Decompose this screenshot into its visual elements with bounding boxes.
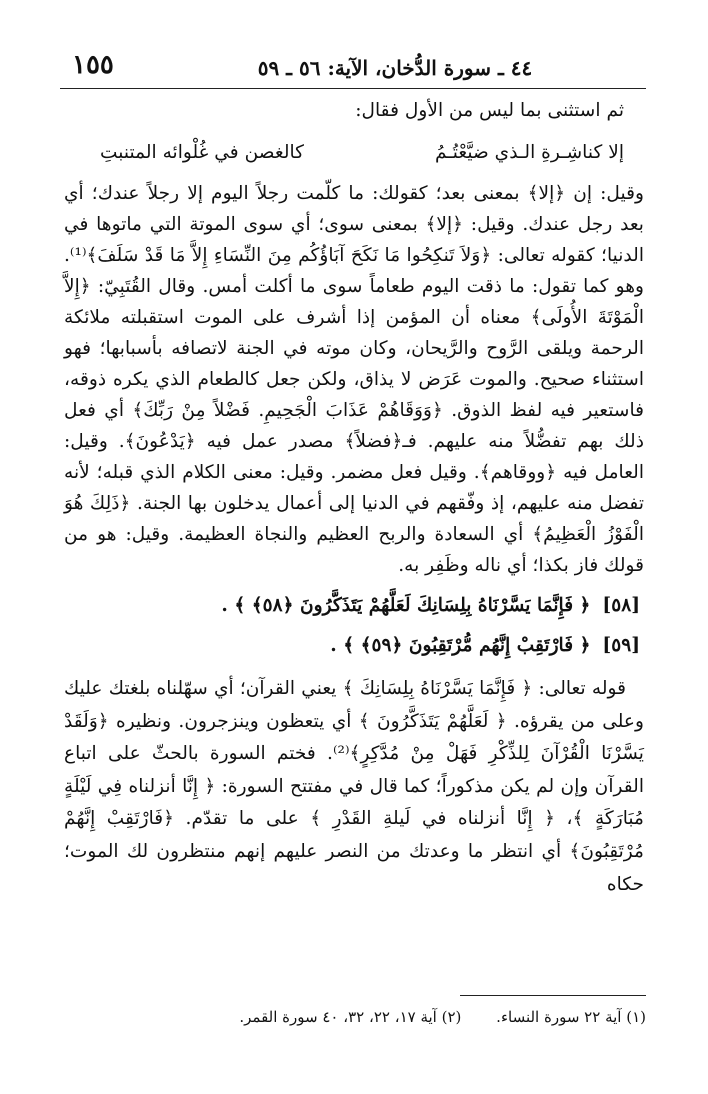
poem-hemistich-right: إلا كناشِـرةِ الـذي ضيَّعْتُـمُ bbox=[434, 142, 624, 163]
verse-59-number: [٥٩] bbox=[602, 635, 640, 656]
paragraph-2: قوله تعالى: ﴿ فَإِنَّمَا يَسَّرْنَاهُ بِلِسَانِكَ ﴾ يعني القرآن؛ أي سهّلناه بلغتك عليك وعلى من يقرؤه. ﴿ لَعَلَّهُمْ يَتَذَكَّرُونَ ﴾ أي يتعظون وينزجرون. ونظيره ﴿وَلَقَدْ يَسَّرْنَا الْقُرْآنَ لِلذِّكْرِ فَهَلْ مِنْ مُدَّكِرٍ﴾⁽²⁾. فختم السورة بالحثّ على اتباع القرآن وإن لم يكن مذكوراً؛ كما قال في مفتتح السورة: ﴿ إِنَّا أنزلناه فِي لَيْلَةٍ مُبَارَكَةٍ ﴾، ﴿ إِنَّا أنزلناه في لَيلةِ القَدْرِ ﴾ على ما تقدّم. ﴿فَارْتَقِبْ إِنَّهُمْ مُرْتَقِبُونَ﴾ أي انتظر ما وعدتك من النصر عليهم إنهم منتظرون لك الموت؛ حكاه bbox=[64, 678, 644, 895]
intro-line: ثم استثنى بما ليس من الأول فقال: bbox=[355, 100, 624, 121]
verse-58-text: ﴿ فَإِنَّمَا يَسَّرْنَاهُ بِلِسَانِكَ لَعَلَّهُمْ يَتَذَكَّرُونَ ﴿٥٨﴾ ﴾ . bbox=[221, 595, 591, 616]
verses-block bbox=[64, 591, 644, 661]
running-head: ٤٤ ـ سورة الدُّخان، الآية: ٥٦ ـ ٥٩ bbox=[257, 56, 533, 80]
verse-59-text: ﴿ فَارْتَقِبْ إِنَّهُم مُّرْتَقِبُونَ ﴿٥٩﴾ ﴾ . bbox=[330, 635, 591, 656]
footnote-2: (٢) آية ١٧، ٢٢، ٣٢، ٤٠ سورة القمر. bbox=[239, 1008, 462, 1026]
verse-58-number: [٥٨] bbox=[602, 595, 640, 616]
header-divider bbox=[60, 88, 646, 89]
page-number: ١٥٥ bbox=[72, 50, 114, 80]
paragraph-1: وقيل: إن ﴿إلا﴾ بمعنى بعد؛ كقولك: ما كلّمت رجلاً اليوم إلا رجلاً عندك؛ أي بعد رجل عندك. وقيل: ﴿إلا﴾ بمعنى سوى؛ أي سوى الموتة التي ماتوها في الدنيا؛ كقوله تعالى: ﴿وَلاَ تَنكِحُوا مَا نَكَحَ آبَاؤُكُم مِنَ النِّسَاءِ إِلاَّ مَا قَدْ سَلَفَ﴾⁽¹⁾. وهو كما تقول: ما ذقت اليوم طعاماً سوى ما أكلت أمس. وقال القُتَبِيّ: ﴿إِلاَّ الْمَوْتَةَ الأُولَى﴾ معناه أن المؤمن إذا أشرف على الموت استقبلته ملائكة الرحمة ويلقى الرَّوح والرَّيحان، وكان موته في الجنة لاتصافه بأسبابها؛ فهو استثناء صحيح. والموت عَرَض لا يذاق، ولكن جعل كالطعام الذي يكره ذوقه، فاستعير فيه لفظ الذوق. ﴿وَوَقَاهُمْ عَذَابَ الْجَحِيمِ. فَضْلاً مِنْ رَبِّكَ﴾ أي فعل ذلك بهم تفضُّلاً منه عليهم. فـ﴿فضلاً﴾ مصدر عمل فيه ﴿يَدْعُونَ﴾. وقيل: العامل فيه ﴿ووقاهم﴾. وقيل فعل مضمر. وقيل: معنى الكلام الذي قبله؛ لأنه تفضل منه عليهم، إذ وفّقهم في الدنيا إلى أعمال يدخلون بها الجنة. ﴿ذَلِكَ هُوَ الْفَوْزُ الْعَظِيمُ﴾ أي السعادة والربح العظيم والنجاة العظيمة. وقيل: هو من قولك فاز بكذا؛ أي ناله وظَفِر به. bbox=[64, 183, 644, 576]
footnote-divider bbox=[460, 995, 646, 996]
poem-hemistich-left: كالغصن في غُلْوائه المتنبتِ bbox=[100, 142, 305, 163]
verse-58 bbox=[64, 591, 644, 621]
footnote-1: (١) آية ٢٢ سورة النساء. bbox=[496, 1008, 646, 1026]
footnotes bbox=[64, 1008, 646, 1026]
commentary bbox=[64, 673, 644, 901]
verse-59 bbox=[64, 631, 644, 661]
body-text bbox=[64, 95, 644, 901]
poem-verse bbox=[64, 126, 644, 178]
